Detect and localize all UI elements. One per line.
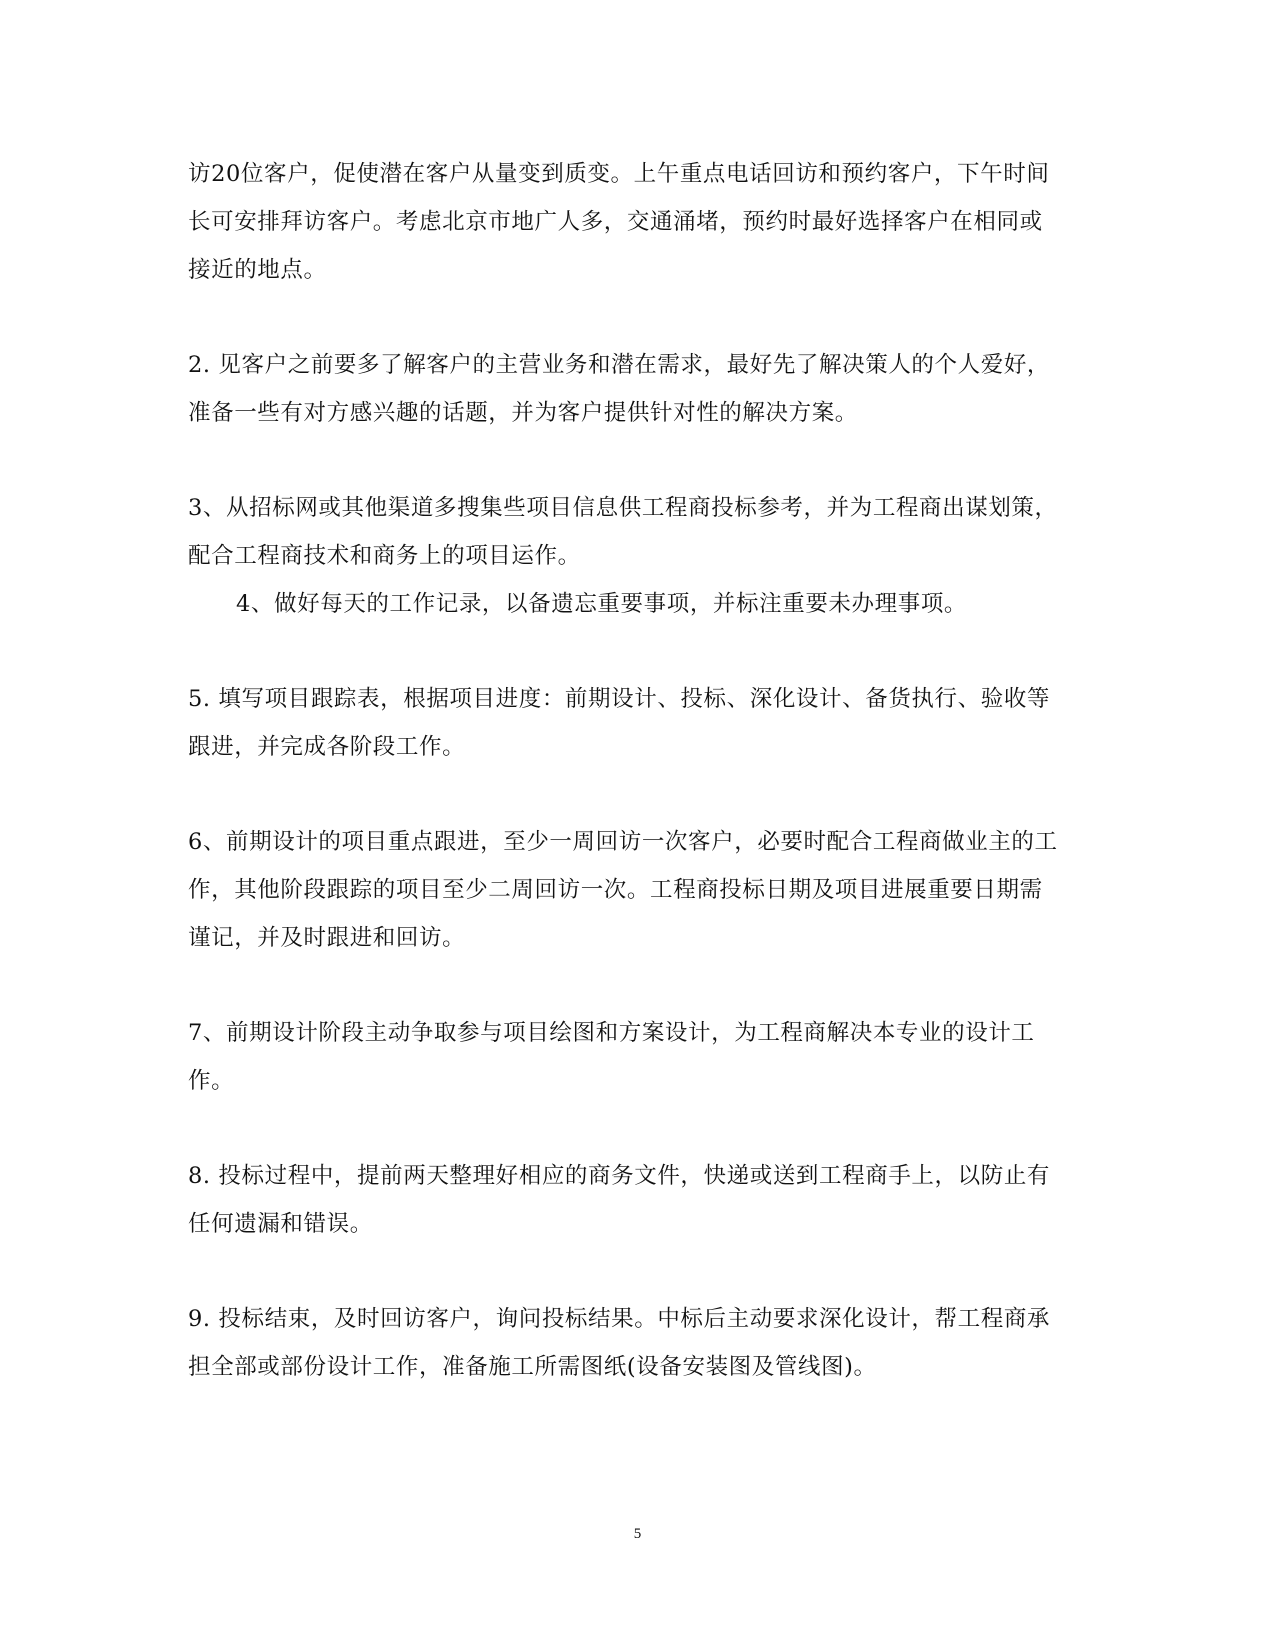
paragraph-7: 7、前期设计阶段主动争取参与项目绘图和方案设计，为工程商解决本专业的设计工作。 <box>188 1020 1035 1094</box>
paragraph-2: 2. 见客户之前要多了解客户的主营业务和潜在需求，最好先了解决策人的个人爱好，准备一些有对方感兴趣的话题，并为客户提供针对性的解决方案。 <box>188 352 1051 426</box>
document-body <box>188 150 1058 1438</box>
paragraph-3: 3、从招标网或其他渠道多搜集些项目信息供工程商投标参考，并为工程商出谋划策，配合工程商技术和商务上的项目运作。 <box>188 495 1058 569</box>
paragraph-8: 8. 投标过程中，提前两天整理好相应的商务文件，快递或送到工程商手上，以防止有任何遗漏和错误。 <box>188 1163 1051 1237</box>
paragraph-9: 9. 投标结束，及时回访客户，询问投标结果。中标后主动要求深化设计，帮工程商承担全部或部份设计工作，准备施工所需图纸(设备安装图及管线图)。 <box>188 1306 1051 1380</box>
page-number: 5 <box>633 1526 642 1542</box>
paragraph-4: 4、做好每天的工作记录，以备遗忘重要事项，并标注重要未办理事项。 <box>236 591 968 617</box>
paragraph-5: 5. 填写项目跟踪表，根据项目进度：前期设计、投标、深化设计、备货执行、验收等跟进，并完成各阶段工作。 <box>188 686 1051 760</box>
paragraph-6: 6、前期设计的项目重点跟进，至少一周回访一次客户，必要时配合工程商做业主的工作，其他阶段跟踪的项目至少二周回访一次。工程商投标日期及项目进展重要日期需谨记，并及时跟进和回访。 <box>188 829 1058 951</box>
paragraph-1: 访20位客户，促使潜在客户从量变到质变。上午重点电话回访和预约客户，下午时间长可安排拜访客户。考虑北京市地广人多，交通涌堵，预约时最好选择客户在相同或接近的地点。 <box>188 161 1050 283</box>
